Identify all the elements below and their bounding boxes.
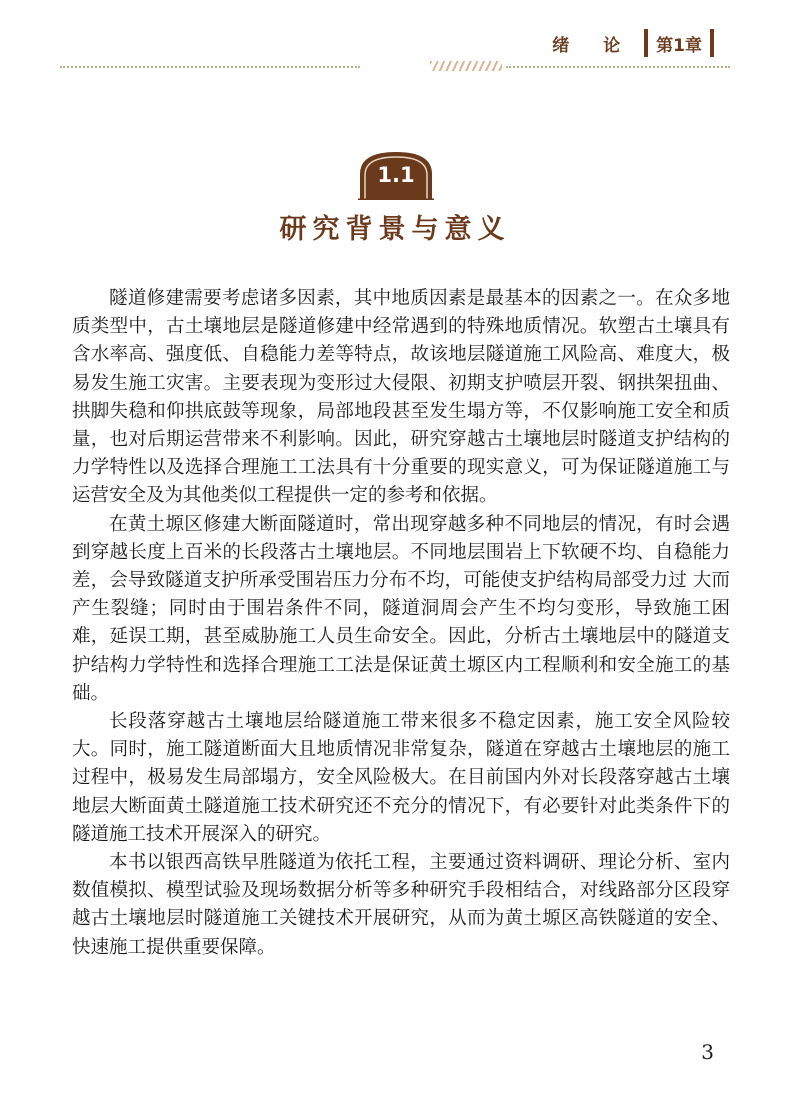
paragraph: 在黄土塬区修建大断面隧道时，常出现穿越多种不同地层的情况，有时会遇到穿越长度上百米的长段落古土壤地层。不同地层围岩上下软硬不均、自稳能力差，会导致隧道支护所承受围岩压力分布不均，可能使支护结构局部受力过 大而产生裂缝；同时由于围岩条件不同，隧道洞周会产生不均匀变形，导致施工困难，延误工期，甚至威胁施工人员生命安全。因此，分析古土壤地层中的隧道支护结构力学特性和选择合理施工工法是保证黄土塬区内工程顺利和安全施工的基础。 [72, 513, 730, 704]
paragraph: 本书以银西高铁早胜隧道为依托工程，主要通过资料调研、理论分析、室内数值模拟、模型试验及现场数据分析等多种研究手段相结合，对线路部分区段穿越古土壤地层时隧道施工关键技术开展研究，从而为黄土塬区高铁隧道的安全、快速施工提供重要保障。 [72, 852, 730, 958]
header-end-bar [710, 29, 714, 57]
section-title: 研究背景与意义 [279, 214, 511, 245]
running-header [552, 28, 722, 58]
chapter-title: 绪 论 [552, 35, 635, 56]
paragraph: 长段落穿越古土壤地层给隧道施工带来很多不稳定因素，施工安全风险较大。同时，施工隧道断面大且地质情况非常复杂，隧道在穿越古土壤地层的施工过程中，极易发生局部塌方，安全风险极大。在目前国内外对长段落穿越古土壤地层大断面黄土隧道施工技术研究还不充分的情况下，有必要针对此类条件下的隧道施工技术开展深入的研究。 [72, 711, 730, 845]
paragraph: 隧道修建需要考虑诸多因素，其中地质因素是最基本的因素之一。在众多地质类型中，古土壤地层是隧道修建中经常遇到的特殊地质情况。软塑古土壤具有含水率高、强度低、自稳能力差等特点，故该地层隧道施工风险高、难度大，极易发生施工灾害。主要表现为变形过大侵限、初期支护喷层开裂、钢拱架扭曲、拱脚失稳和仰拱底鼓等现象，局部地段甚至发生塌方等，不仅影响施工安全和质量，也对后期运营带来不利影响。因此，研究穿越古土壤地层时隧道支护结构的力学特性以及选择合理施工工法具有十分重要的现实意义，可为保证隧道施工与运营安全及为其他类似工程提供一定的参考和依据。 [72, 288, 730, 507]
body-text [72, 285, 730, 962]
header-rule-left [60, 66, 360, 68]
page-number: 3 [701, 1040, 714, 1064]
section-number: 1.1 [377, 163, 415, 187]
header-divider-bar [644, 29, 648, 57]
header-hatch-ornament [430, 61, 502, 71]
chapter-label: 第1章 [656, 35, 702, 56]
header-rule-right [506, 66, 730, 68]
section-emblem [358, 150, 434, 200]
